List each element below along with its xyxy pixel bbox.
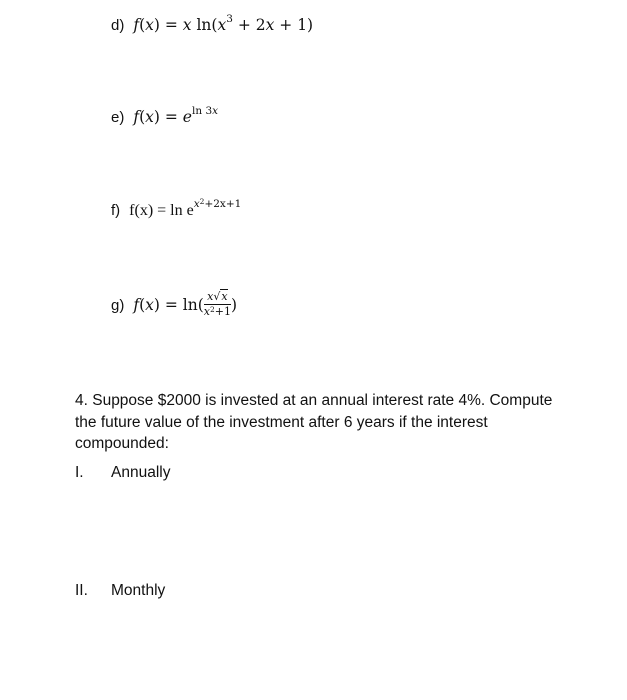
problem-f-label: f) <box>111 202 121 219</box>
problem-g-label: g) <box>111 297 125 314</box>
problem-g-formula: f(x) = ln( $\frac{x√x}{x^2+1}$ ) <box>133 290 238 318</box>
problem-d-label: d) <box>111 17 125 34</box>
question-4-text: 4. Suppose $2000 is invested at an annual interest rate 4%. Compute the future value of the investment after 6 years if the interest compounded: <box>75 392 553 452</box>
problem-e <box>111 107 218 129</box>
option-i-numeral: I. <box>75 464 84 481</box>
option-i-label: Annually <box>111 464 171 481</box>
fraction: $\frac{x√x}{x^2+1}$ <box>203 290 232 318</box>
problem-d <box>111 15 313 37</box>
option-ii-label: Monthly <box>111 582 166 599</box>
problem-g <box>111 292 237 320</box>
problem-f-formula: $f(x) = \ln e^{x^2+2x+1}$ <box>129 197 242 219</box>
problem-f <box>111 197 242 223</box>
problem-d-formula: f(x) = x $\ln(x^3 + 2x + 1)$ <box>133 13 314 34</box>
option-ii-numeral: II. <box>75 582 88 599</box>
problem-e-formula: $f(x) = e^{ln 3x}$ <box>133 105 219 126</box>
problem-e-label: e) <box>111 109 125 126</box>
